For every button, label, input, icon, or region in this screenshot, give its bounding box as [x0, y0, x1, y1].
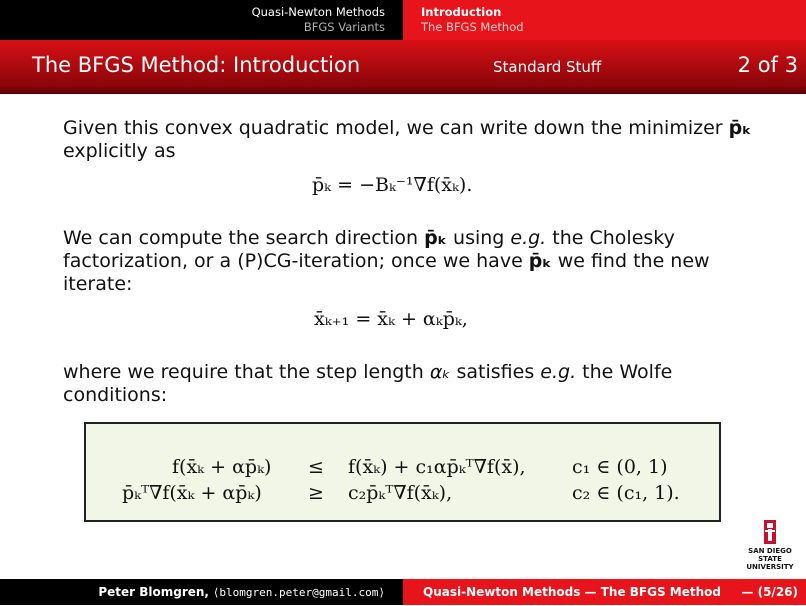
nav-section-introduction[interactable]: Introduction: [421, 5, 502, 19]
nav-subsection-bfgs-method[interactable]: The BFGS Method: [421, 19, 524, 34]
math-pk: p̄ₖ: [728, 117, 752, 139]
nav-section-quasi-newton[interactable]: Quasi-Newton Methods: [251, 5, 385, 19]
footer-right: [403, 579, 806, 605]
text: the Cholesky: [546, 227, 675, 249]
frame-title: The BFGS Method: Introduction: [32, 53, 361, 77]
text: the Wolfe: [576, 361, 673, 383]
equation-minimizer: p̄ₖ = −Bₖ⁻¹∇f(x̄ₖ).: [312, 174, 473, 196]
text: Given this convex quadratic model, we can write down the minimizer: [63, 117, 729, 139]
paragraph-1: [63, 117, 763, 163]
equation-iterate: x̄ₖ₊₁ = x̄ₖ + αₖp̄ₖ,: [314, 308, 468, 330]
text: conditions:: [63, 384, 168, 406]
math-pk: p̄ₖ: [424, 227, 447, 249]
university-logo: [740, 520, 800, 571]
footer-author: Peter Blomgren,: [98, 585, 209, 599]
text: where we require that the step length: [63, 361, 430, 383]
paragraph-2: [63, 227, 763, 296]
wolfe-row2-relation: ≥: [308, 482, 324, 504]
text-eg: e.g.: [540, 361, 577, 383]
wolfe-row1-lhs: f(x̄ₖ + αp̄ₖ): [172, 456, 272, 478]
wolfe-row1-rhs: f(x̄ₖ) + c₁αp̄ₖᵀ∇f(x̄),: [348, 456, 526, 478]
footer-page-number: — (5/26): [741, 585, 798, 599]
footer-bar: [0, 579, 806, 605]
text: explicitly as: [63, 140, 176, 162]
footer-left: [0, 579, 403, 605]
frame-title-bar: [0, 40, 806, 94]
top-nav-bar: [0, 0, 806, 40]
math-pk: p̄ₖ: [528, 250, 552, 272]
text: using: [446, 227, 511, 249]
wolfe-row2-condition: c₂ ∈ (c₁, 1).: [572, 482, 680, 504]
nav-right: [403, 0, 806, 40]
nav-subsection-bfgs-variants[interactable]: BFGS Variants: [303, 19, 385, 34]
logo-line-1: SAN DIEGO STATE: [748, 547, 792, 563]
wolfe-row2-rhs: c₂p̄ₖᵀ∇f(x̄ₖ),: [348, 482, 453, 504]
text: we find the new: [551, 250, 710, 272]
text: satisfies: [450, 361, 541, 383]
frame-subtitle: Standard Stuff: [493, 58, 602, 76]
text: We can compute the search direction: [63, 227, 425, 249]
footer-email: ⟨blomgren.peter@gmail.com⟩: [212, 586, 385, 599]
paragraph-3: [63, 361, 763, 407]
text-eg: e.g.: [510, 227, 547, 249]
frame-counter: 2 of 3: [737, 53, 798, 77]
wolfe-row1-condition: c₁ ∈ (0, 1): [572, 456, 668, 478]
logo-line-2: UNIVERSITY: [746, 563, 794, 571]
text: factorization, or a (P)CG-iteration; once we have: [63, 250, 529, 272]
wolfe-conditions-box: [84, 422, 721, 522]
wolfe-row1-relation: ≤: [308, 456, 324, 478]
wolfe-row2-lhs: p̄ₖᵀ∇f(x̄ₖ + αp̄ₖ): [122, 482, 262, 504]
math-alpha-k: αₖ: [429, 361, 451, 383]
footer-talk-title: Quasi-Newton Methods — The BFGS Method: [423, 585, 721, 599]
nav-left: [0, 0, 403, 40]
seal-icon: [762, 520, 778, 544]
text: iterate:: [63, 273, 133, 295]
